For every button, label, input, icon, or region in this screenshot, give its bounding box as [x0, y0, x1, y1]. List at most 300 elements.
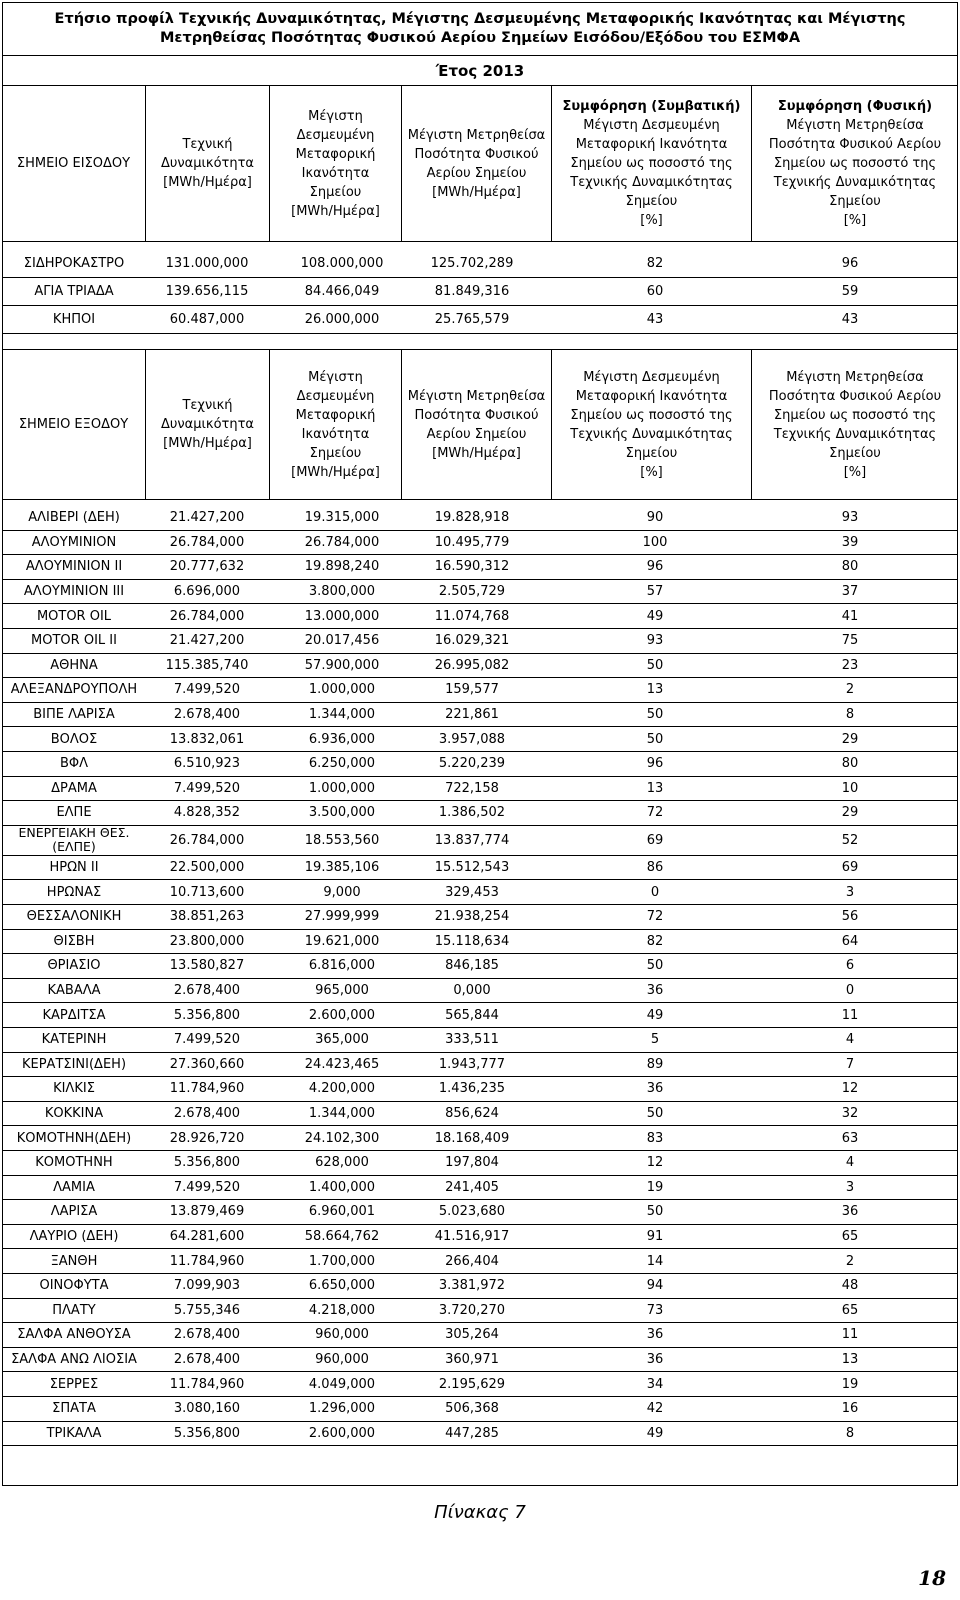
exit-table-row — [2, 727, 958, 752]
exit-cell-technical-capacity: 115.385,740 — [165, 657, 249, 673]
exit-cell-point: ΗΡΩΝ ΙΙ — [49, 860, 99, 876]
exit-cell-max-measured: 3.720,270 — [438, 1302, 506, 1318]
exit-cell-measured-pct: 13 — [841, 1352, 859, 1368]
exit-cell-max-measured: 11.074,768 — [434, 608, 510, 624]
exit-cell-point: ΚΟΚΚΙΝΑ — [44, 1106, 104, 1122]
exit-cell-point: ΣΕΡΡΕΣ — [49, 1376, 99, 1392]
exit-cell-booked-pct: 72 — [646, 805, 664, 821]
exit-cell-point: ΑΛΟΥΜΙΝΙΟΝ ΙΙ — [25, 559, 123, 575]
exit-cell-booked-pct: 12 — [646, 1155, 664, 1171]
exit-cell-measured-pct: 65 — [841, 1229, 859, 1245]
exit-cell-technical-capacity: 5.356,800 — [173, 1155, 241, 1171]
exit-table-row — [2, 1397, 958, 1422]
entry-cell-booked-pct: 60 — [646, 284, 664, 299]
exit-cell-point: ΑΛΕΞΑΝΔΡΟΥΠΟΛΗ — [10, 682, 138, 698]
exit-cell-point: ΚΑΒΑΛΑ — [47, 983, 101, 999]
exit-cell-max-booked: 1.344,000 — [308, 1106, 376, 1122]
exit-cell-technical-capacity: 2.678,400 — [173, 707, 241, 723]
exit-cell-booked-pct: 50 — [646, 1106, 664, 1122]
exit-table-row — [2, 629, 958, 654]
exit-cell-booked-pct: 13 — [646, 780, 664, 796]
exit-table-row — [2, 555, 958, 580]
entry-table-row — [2, 250, 958, 278]
exit-cell-max-booked: 365,000 — [315, 1032, 369, 1048]
exit-cell-max-measured: 333,511 — [445, 1032, 499, 1048]
entry-header-bold-title: Συμφόρηση (Συμβατική) — [562, 99, 741, 114]
exit-cell-measured-pct: 65 — [841, 1302, 859, 1318]
exit-cell-point: ΑΛΙΒΕΡΙ (ΔΕΗ) — [28, 510, 120, 526]
entry-cell-booked-pct: 43 — [646, 312, 664, 327]
exit-table-row — [2, 580, 958, 605]
exit-cell-technical-capacity: 21.427,200 — [169, 633, 245, 649]
exit-cell-max-booked: 24.423,465 — [304, 1056, 380, 1072]
exit-cell-max-booked: 3.500,000 — [308, 805, 376, 821]
exit-cell-booked-pct: 91 — [646, 1229, 664, 1245]
exit-cell-max-booked: 18.553,560 — [304, 832, 380, 848]
exit-cell-booked-pct: 34 — [646, 1376, 664, 1392]
exit-cell-point: ΒΦΛ — [59, 756, 89, 772]
exit-cell-max-measured: 266,404 — [445, 1253, 499, 1269]
exit-cell-technical-capacity: 2.678,400 — [173, 1352, 241, 1368]
exit-cell-max-booked: 2.600,000 — [308, 1007, 376, 1023]
exit-cell-max-measured: 16.029,321 — [434, 633, 510, 649]
exit-table-row — [2, 1126, 958, 1151]
exit-cell-max-measured: 846,185 — [445, 958, 499, 974]
exit-table-row — [2, 979, 958, 1004]
entry-header-booked-pct: Συμφόρηση (Συμβατική) Μέγιστη Δεσμευμένη Μεταφορική Ικανότητα Σημείου ως ποσοστό της Τεχνικής Δυναμικότητας Σημείου [%] — [552, 86, 752, 242]
table-caption: Πίνακας 7 — [434, 1502, 526, 1523]
exit-table-row — [2, 703, 958, 728]
exit-cell-point: ΤΡΙΚΑΛΑ — [46, 1425, 102, 1441]
exit-cell-max-booked: 24.102,300 — [304, 1130, 380, 1146]
exit-table-row — [2, 604, 958, 629]
exit-cell-booked-pct: 36 — [646, 983, 664, 999]
entry-table-row — [2, 306, 958, 334]
exit-cell-technical-capacity: 5.356,800 — [173, 1007, 241, 1023]
entry-cell-booked-pct: 82 — [646, 256, 664, 271]
exit-table-row — [2, 1200, 958, 1225]
exit-cell-max-booked: 13.000,000 — [304, 608, 380, 624]
exit-cell-max-measured: 13.837,774 — [434, 832, 510, 848]
exit-cell-booked-pct: 89 — [646, 1056, 664, 1072]
exit-header-max-booked: Μέγιστη Δεσμευμένη Μεταφορική Ικανότητα Σημείου [MWh/Ημέρα] — [270, 350, 402, 500]
exit-cell-point: ΛΑΥΡΙΟ (ΔΕΗ) — [29, 1229, 119, 1245]
exit-table-row — [2, 678, 958, 703]
exit-cell-max-measured: 5.220,239 — [438, 756, 506, 772]
exit-cell-max-measured: 1.943,777 — [438, 1056, 506, 1072]
exit-cell-point: ΣΑΛΦΑ ΑΝΩ ΛΙΟΣΙΑ — [11, 1352, 137, 1368]
exit-cell-technical-capacity: 2.678,400 — [173, 1327, 241, 1343]
exit-cell-max-booked: 20.017,456 — [304, 633, 380, 649]
exit-cell-measured-pct: 69 — [841, 860, 859, 876]
exit-cell-booked-pct: 50 — [646, 707, 664, 723]
exit-cell-booked-pct: 49 — [646, 1007, 664, 1023]
exit-cell-max-measured: 197,804 — [445, 1155, 499, 1171]
exit-table-row — [2, 654, 958, 679]
exit-header-max-measured: Μέγιστη Μετρηθείσα Ποσότητα Φυσικού Αερίου Σημείου [MWh/Ημέρα] — [402, 350, 552, 500]
entry-cell-technical-capacity: 131.000,000 — [165, 256, 249, 271]
exit-cell-point: ΞΑΝΘΗ — [50, 1253, 98, 1269]
exit-cell-max-measured: 10.495,779 — [434, 534, 510, 550]
exit-cell-max-booked: 26.784,000 — [304, 534, 380, 550]
exit-cell-measured-pct: 93 — [841, 510, 859, 526]
entry-cell-measured-pct: 59 — [841, 284, 859, 299]
exit-header-technical-capacity: Τεχνική Δυναμικότητα [MWh/Ημέρα] — [146, 350, 270, 500]
exit-cell-booked-pct: 42 — [646, 1401, 664, 1417]
exit-cell-max-measured: 5.023,680 — [438, 1204, 506, 1220]
exit-cell-max-measured: 0,000 — [453, 983, 491, 999]
exit-cell-max-booked: 1.000,000 — [308, 780, 376, 796]
exit-cell-measured-pct: 19 — [841, 1376, 859, 1392]
exit-cell-point: ΚΑΡΔΙΤΣΑ — [42, 1007, 106, 1023]
exit-cell-max-booked: 1.700,000 — [308, 1253, 376, 1269]
exit-table-row — [2, 1249, 958, 1274]
entry-cell-measured-pct: 96 — [841, 256, 859, 271]
exit-cell-point: ΘΕΣΣΑΛΟΝΙΚΗ — [26, 909, 122, 925]
exit-cell-technical-capacity: 38.851,263 — [169, 909, 245, 925]
entry-header-technical-capacity: Τεχνική Δυναμικότητα [MWh/Ημέρα] — [146, 86, 270, 242]
exit-cell-booked-pct: 69 — [646, 832, 664, 848]
exit-cell-max-booked: 6.936,000 — [308, 731, 376, 747]
exit-cell-max-measured: 447,285 — [445, 1425, 499, 1441]
exit-cell-measured-pct: 8 — [845, 1425, 855, 1441]
exit-cell-measured-pct: 3 — [845, 1179, 855, 1195]
exit-cell-point: ΔΡΑΜΑ — [51, 780, 97, 796]
exit-cell-max-booked: 58.664,762 — [304, 1229, 380, 1245]
exit-cell-max-booked: 4.218,000 — [308, 1302, 376, 1318]
exit-cell-measured-pct: 48 — [841, 1278, 859, 1294]
exit-cell-booked-pct: 72 — [646, 909, 664, 925]
exit-cell-technical-capacity: 64.281,600 — [169, 1229, 245, 1245]
exit-cell-technical-capacity: 13.580,827 — [169, 958, 245, 974]
exit-cell-technical-capacity: 20.777,632 — [169, 559, 245, 575]
exit-cell-max-measured: 15.118,634 — [434, 933, 510, 949]
entry-cell-point: ΣΙΔΗΡΟΚΑΣΤΡΟ — [23, 256, 125, 271]
exit-cell-measured-pct: 8 — [845, 707, 855, 723]
exit-table-row — [2, 1422, 958, 1447]
exit-cell-technical-capacity: 26.784,000 — [169, 534, 245, 550]
exit-cell-technical-capacity: 21.427,200 — [169, 510, 245, 526]
exit-cell-technical-capacity: 6.696,000 — [173, 584, 241, 600]
exit-cell-point: ΚΙΛΚΙΣ — [53, 1081, 95, 1097]
exit-cell-point: ΚΕΡΑΤΣΙΝΙ(ΔΕΗ) — [21, 1056, 127, 1072]
exit-table-row — [2, 1225, 958, 1250]
exit-cell-max-measured: 18.168,409 — [434, 1130, 510, 1146]
year-label: Έτος 2013 — [2, 56, 958, 86]
exit-table-row — [2, 1053, 958, 1078]
exit-cell-max-booked: 6.960,001 — [308, 1204, 376, 1220]
exit-cell-measured-pct: 2 — [845, 1253, 855, 1269]
entry-cell-max-measured: 25.765,579 — [434, 312, 510, 327]
exit-table-row — [2, 1028, 958, 1053]
exit-cell-max-booked: 4.200,000 — [308, 1081, 376, 1097]
exit-cell-technical-capacity: 28.926,720 — [169, 1130, 245, 1146]
exit-cell-measured-pct: 4 — [845, 1032, 855, 1048]
exit-table-row — [2, 506, 958, 531]
exit-header-point: ΣΗΜΕΙΟ ΕΞΟΔΟΥ — [2, 350, 146, 500]
exit-cell-point: ΘΡΙΑΣΙΟ — [47, 958, 101, 974]
exit-cell-point: ΚΑΤΕΡΙΝΗ — [41, 1032, 107, 1048]
exit-cell-max-measured: 1.386,502 — [438, 805, 506, 821]
exit-cell-max-booked: 57.900,000 — [304, 657, 380, 673]
exit-cell-measured-pct: 11 — [841, 1007, 859, 1023]
exit-cell-max-booked: 3.800,000 — [308, 584, 376, 600]
entry-cell-point: ΑΓΙΑ ΤΡΙΑΔΑ — [34, 284, 114, 299]
exit-cell-max-measured: 856,624 — [445, 1106, 499, 1122]
exit-cell-measured-pct: 2 — [845, 682, 855, 698]
exit-cell-measured-pct: 80 — [841, 559, 859, 575]
exit-cell-max-measured: 305,264 — [445, 1327, 499, 1343]
exit-cell-max-measured: 15.512,543 — [434, 860, 510, 876]
exit-cell-technical-capacity: 5.356,800 — [173, 1425, 241, 1441]
exit-table-row — [2, 954, 958, 979]
exit-cell-booked-pct: 96 — [646, 756, 664, 772]
exit-cell-booked-pct: 94 — [646, 1278, 664, 1294]
exit-cell-point: ΑΛΟΥΜΙΝΙΟΝ — [31, 534, 117, 550]
exit-cell-max-measured: 722,158 — [445, 780, 499, 796]
exit-header-booked-pct: Μέγιστη Δεσμευμένη Μεταφορική Ικανότητα Σημείου ως ποσοστό της Τεχνικής Δυναμικότητας Σημείου [%] — [552, 350, 752, 500]
entry-cell-max-booked: 26.000,000 — [304, 312, 380, 327]
exit-cell-point: ΒΙΠΕ ΛΑΡΙΣΑ — [33, 707, 115, 723]
entry-cell-max-booked: 108.000,000 — [300, 256, 384, 271]
exit-cell-max-measured: 159,577 — [445, 682, 499, 698]
exit-cell-technical-capacity: 22.500,000 — [169, 860, 245, 876]
exit-cell-technical-capacity: 6.510,923 — [173, 756, 241, 772]
exit-table-row — [2, 1176, 958, 1201]
exit-table-row — [2, 1003, 958, 1028]
entry-header-bold-title: Συμφόρηση (Φυσική) — [777, 99, 933, 114]
exit-cell-booked-pct: 36 — [646, 1352, 664, 1368]
exit-cell-max-booked: 1.400,000 — [308, 1179, 376, 1195]
exit-table-row — [2, 930, 958, 955]
exit-cell-measured-pct: 10 — [841, 780, 859, 796]
exit-cell-point: ΛΑΡΙΣΑ — [50, 1204, 98, 1220]
exit-cell-max-measured: 2.195,629 — [438, 1376, 506, 1392]
exit-header-measured-pct: Μέγιστη Μετρηθείσα Ποσότητα Φυσικού Αερίου Σημείου ως ποσοστό της Τεχνικής Δυναμικότητας Σημείου [%] — [752, 350, 958, 500]
exit-cell-point: ΕΛΠΕ — [56, 805, 92, 821]
exit-cell-measured-pct: 29 — [841, 805, 859, 821]
exit-cell-point: ΑΛΟΥΜΙΝΙΟΝ ΙΙΙ — [23, 584, 125, 600]
exit-cell-point: ΑΘΗΝΑ — [50, 657, 98, 673]
exit-cell-point: ΘΙΣΒΗ — [53, 933, 95, 949]
exit-cell-measured-pct: 41 — [841, 608, 859, 624]
exit-cell-measured-pct: 56 — [841, 909, 859, 925]
exit-cell-measured-pct: 80 — [841, 756, 859, 772]
exit-cell-measured-pct: 32 — [841, 1106, 859, 1122]
exit-cell-max-booked: 27.999,999 — [304, 909, 380, 925]
exit-cell-max-booked: 2.600,000 — [308, 1425, 376, 1441]
exit-cell-measured-pct: 37 — [841, 584, 859, 600]
exit-cell-max-booked: 19.898,240 — [304, 559, 380, 575]
exit-table-row — [2, 801, 958, 826]
entry-table-row — [2, 278, 958, 306]
exit-cell-technical-capacity: 26.784,000 — [169, 832, 245, 848]
exit-cell-measured-pct: 12 — [841, 1081, 859, 1097]
exit-cell-measured-pct: 6 — [845, 958, 855, 974]
exit-cell-measured-pct: 16 — [841, 1401, 859, 1417]
entry-cell-point: ΚΗΠΟΙ — [52, 312, 96, 327]
exit-cell-technical-capacity: 3.080,160 — [173, 1401, 241, 1417]
exit-table-row — [2, 905, 958, 930]
entry-cell-technical-capacity: 139.656,115 — [165, 284, 249, 299]
exit-cell-booked-pct: 50 — [646, 1204, 664, 1220]
exit-cell-technical-capacity: 4.828,352 — [173, 805, 241, 821]
entry-cell-max-measured: 81.849,316 — [434, 284, 510, 299]
exit-cell-max-measured: 41.516,917 — [434, 1229, 510, 1245]
exit-cell-point: ΕΝΕΡΓΕΙΑΚΗ ΘΕΣ. (ΕΛΠΕ) — [18, 825, 130, 855]
exit-table-row — [2, 826, 958, 856]
exit-cell-technical-capacity: 7.499,520 — [173, 1179, 241, 1195]
exit-cell-max-measured: 329,453 — [445, 884, 499, 900]
entry-header-max-booked: Μέγιστη Δεσμευμένη Μεταφορική Ικανότητα Σημείου [MWh/Ημέρα] — [270, 86, 402, 242]
exit-cell-max-booked: 1.296,000 — [308, 1401, 376, 1417]
exit-table-row — [2, 1274, 958, 1299]
exit-cell-max-booked: 6.816,000 — [308, 958, 376, 974]
entry-cell-measured-pct: 43 — [841, 312, 859, 327]
exit-cell-point: ΒΟΛΟΣ — [50, 731, 98, 747]
exit-cell-max-measured: 1.436,235 — [438, 1081, 506, 1097]
exit-cell-point: ΣΑΛΦΑ ΑΝΘΟΥΣΑ — [17, 1327, 131, 1343]
exit-cell-max-booked: 1.000,000 — [308, 682, 376, 698]
exit-table-row — [2, 1151, 958, 1176]
exit-cell-booked-pct: 50 — [646, 958, 664, 974]
exit-cell-booked-pct: 0 — [650, 884, 660, 900]
exit-cell-max-measured: 3.957,088 — [438, 731, 506, 747]
exit-cell-technical-capacity: 11.784,960 — [169, 1253, 245, 1269]
exit-cell-technical-capacity: 11.784,960 — [169, 1081, 245, 1097]
exit-cell-technical-capacity: 7.499,520 — [173, 682, 241, 698]
exit-cell-point: MOTOR OIL II — [31, 633, 117, 649]
entry-cell-max-measured: 125.702,289 — [430, 256, 514, 271]
exit-cell-point: ΣΠΑΤΑ — [52, 1401, 96, 1417]
exit-cell-measured-pct: 29 — [841, 731, 859, 747]
entry-cell-max-booked: 84.466,049 — [304, 284, 380, 299]
exit-cell-measured-pct: 52 — [841, 832, 859, 848]
exit-cell-max-booked: 960,000 — [315, 1352, 369, 1368]
exit-cell-booked-pct: 83 — [646, 1130, 664, 1146]
exit-cell-max-booked: 965,000 — [315, 983, 369, 999]
exit-cell-max-measured: 221,861 — [445, 707, 499, 723]
exit-cell-measured-pct: 23 — [841, 657, 859, 673]
exit-cell-max-measured: 360,971 — [445, 1352, 499, 1368]
exit-cell-booked-pct: 36 — [646, 1081, 664, 1097]
page-number: 18 — [918, 1566, 946, 1590]
exit-cell-technical-capacity: 2.678,400 — [173, 983, 241, 999]
exit-table-row — [2, 1299, 958, 1324]
exit-cell-booked-pct: 86 — [646, 860, 664, 876]
exit-cell-max-measured: 3.381,972 — [438, 1278, 506, 1294]
exit-cell-technical-capacity: 2.678,400 — [173, 1106, 241, 1122]
exit-cell-technical-capacity: 11.784,960 — [169, 1376, 245, 1392]
exit-cell-max-booked: 19.385,106 — [304, 860, 380, 876]
exit-cell-max-booked: 628,000 — [315, 1155, 369, 1171]
exit-cell-max-measured: 241,405 — [445, 1179, 499, 1195]
exit-cell-technical-capacity: 7.499,520 — [173, 780, 241, 796]
exit-cell-measured-pct: 7 — [845, 1056, 855, 1072]
exit-table-row — [2, 752, 958, 777]
exit-cell-max-measured: 16.590,312 — [434, 559, 510, 575]
exit-cell-max-booked: 19.315,000 — [304, 510, 380, 526]
exit-cell-max-booked: 19.621,000 — [304, 933, 380, 949]
exit-cell-measured-pct: 36 — [841, 1204, 859, 1220]
exit-table-row — [2, 1323, 958, 1348]
exit-cell-measured-pct: 0 — [845, 983, 855, 999]
exit-table-row — [2, 1102, 958, 1127]
exit-cell-booked-pct: 82 — [646, 933, 664, 949]
exit-cell-booked-pct: 50 — [646, 657, 664, 673]
exit-cell-measured-pct: 3 — [845, 884, 855, 900]
exit-cell-booked-pct: 93 — [646, 633, 664, 649]
exit-cell-max-booked: 1.344,000 — [308, 707, 376, 723]
exit-cell-technical-capacity: 26.784,000 — [169, 608, 245, 624]
exit-cell-booked-pct: 13 — [646, 682, 664, 698]
exit-cell-technical-capacity: 23.800,000 — [169, 933, 245, 949]
exit-cell-max-measured: 26.995,082 — [434, 657, 510, 673]
exit-cell-technical-capacity: 10.713,600 — [169, 884, 245, 900]
exit-cell-measured-pct: 64 — [841, 933, 859, 949]
exit-cell-max-booked: 4.049,000 — [308, 1376, 376, 1392]
entry-header-max-measured: Μέγιστη Μετρηθείσα Ποσότητα Φυσικού Αερίου Σημείου [MWh/Ημέρα] — [402, 86, 552, 242]
exit-cell-booked-pct: 14 — [646, 1253, 664, 1269]
exit-cell-point: ΛΑΜΙΑ — [53, 1179, 95, 1195]
exit-cell-measured-pct: 11 — [841, 1327, 859, 1343]
exit-cell-booked-pct: 19 — [646, 1179, 664, 1195]
exit-cell-measured-pct: 39 — [841, 534, 859, 550]
exit-cell-max-booked: 960,000 — [315, 1327, 369, 1343]
exit-table-row — [2, 1372, 958, 1397]
exit-cell-point: ΚΟΜΟΤΗΝΗ — [35, 1155, 113, 1171]
exit-table-row — [2, 531, 958, 556]
exit-cell-technical-capacity: 27.360,660 — [169, 1056, 245, 1072]
exit-cell-booked-pct: 100 — [642, 534, 668, 550]
exit-cell-max-measured: 21.938,254 — [434, 909, 510, 925]
exit-cell-technical-capacity: 5.755,346 — [173, 1302, 241, 1318]
entry-header-measured-pct: Συμφόρηση (Φυσική) Μέγιστη Μετρηθείσα Ποσότητα Φυσικού Αερίου Σημείου ως ποσοστό της Τεχνικής Δυναμικότητας Σημείου [%] — [752, 86, 958, 242]
exit-cell-booked-pct: 96 — [646, 559, 664, 575]
entry-header-point: ΣΗΜΕΙΟ ΕΙΣΟΔΟΥ — [2, 86, 146, 242]
table-title: Ετήσιο προφίλ Τεχνικής Δυναμικότητας, Μέγιστης Δεσμευμένης Μεταφορικής Ικανότητας και Μέγιστης Μετρηθείσας Ποσότητας Φυσικού Αερίου Σημείων Εισόδου/Εξόδου του ΕΣΜΦΑ — [2, 2, 958, 56]
exit-cell-point: ΠΛΑΤΥ — [52, 1302, 96, 1318]
exit-table-row — [2, 777, 958, 802]
exit-cell-measured-pct: 4 — [845, 1155, 855, 1171]
exit-cell-booked-pct: 50 — [646, 731, 664, 747]
exit-table-row — [2, 1077, 958, 1102]
exit-cell-max-booked: 6.250,000 — [308, 756, 376, 772]
exit-table-row — [2, 1348, 958, 1373]
exit-cell-technical-capacity: 13.879,469 — [169, 1204, 245, 1220]
exit-cell-measured-pct: 63 — [841, 1130, 859, 1146]
exit-cell-booked-pct: 5 — [650, 1032, 660, 1048]
exit-cell-technical-capacity: 13.832,061 — [169, 731, 245, 747]
exit-cell-booked-pct: 49 — [646, 608, 664, 624]
entry-cell-technical-capacity: 60.487,000 — [169, 312, 245, 327]
exit-table-row — [2, 856, 958, 881]
exit-cell-technical-capacity: 7.499,520 — [173, 1032, 241, 1048]
exit-cell-max-measured: 2.505,729 — [438, 584, 506, 600]
exit-cell-point: ΟΙΝΟΦΥΤΑ — [39, 1278, 109, 1294]
exit-cell-max-booked: 9,000 — [323, 884, 361, 900]
exit-cell-point: MOTOR OIL — [36, 608, 112, 624]
exit-cell-point: ΗΡΩΝΑΣ — [46, 884, 102, 900]
exit-cell-booked-pct: 73 — [646, 1302, 664, 1318]
exit-cell-booked-pct: 90 — [646, 510, 664, 526]
exit-cell-booked-pct: 57 — [646, 584, 664, 600]
exit-table-row — [2, 880, 958, 905]
exit-cell-point: ΚΟΜΟΤΗΝΗ(ΔΕΗ) — [16, 1130, 132, 1146]
exit-cell-booked-pct: 36 — [646, 1327, 664, 1343]
exit-cell-max-measured: 565,844 — [445, 1007, 499, 1023]
exit-cell-technical-capacity: 7.099,903 — [173, 1278, 241, 1294]
